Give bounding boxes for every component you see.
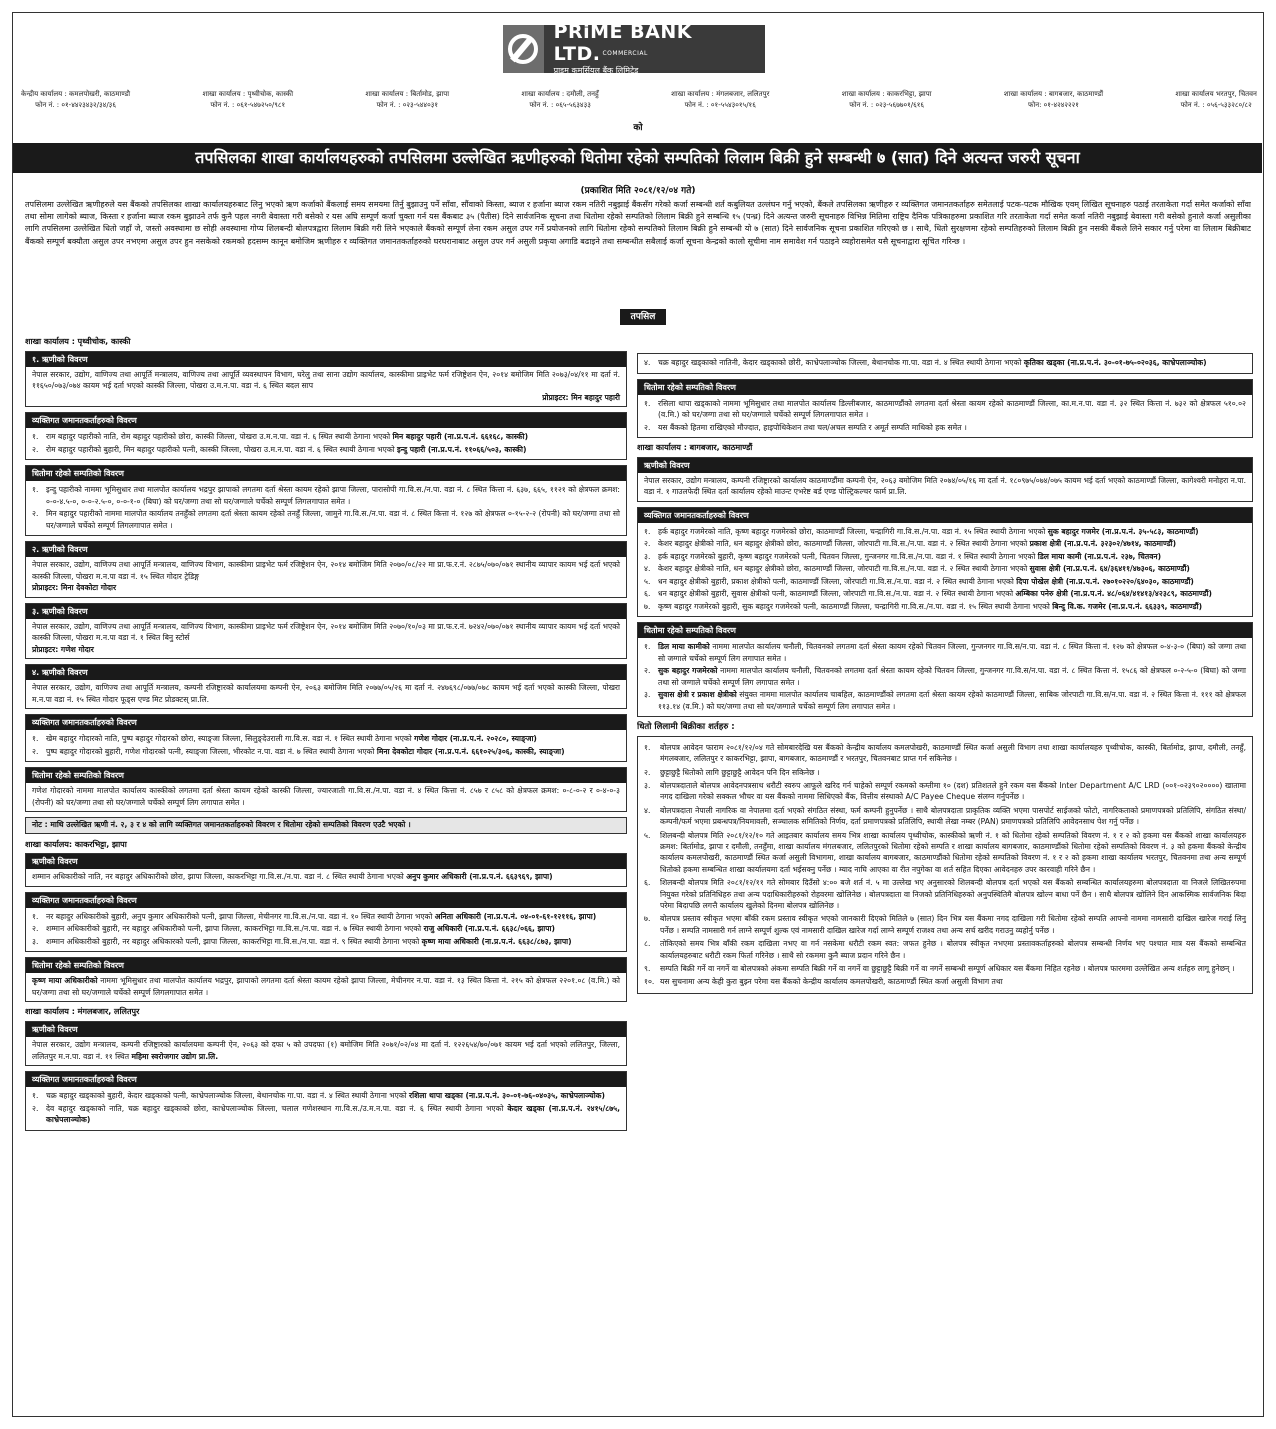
bank-name-np: प्राइम कमर्सियल बैंक लिमिटेड bbox=[553, 66, 639, 75]
borrower-box: ऋणीको विवरण शम्मान अधिकारीको नाति, नर बहादुर अधिकारीको छोरा, झापा जिल्ला, काकरभिट्टा गा.वि.स./न.पा. वडा नं. ८ स्थित स्थायी ठेगाना भएको अनुप कुमार अधिकारी (ना.प्र.प.नं. ६६३९६९, झापा) bbox=[25, 853, 627, 887]
branch-item: शाखा कार्यालय : दमौली, तनहुँ फोन नं. : ०६५-५६३४३३ bbox=[521, 90, 599, 109]
branch-list bbox=[21, 89, 1257, 111]
condition-item: ४. बोलपत्रदाता नेपाली नागरिक वा नेपालमा दर्ता भएको संगठित संस्था, फर्म कम्पनी हुनुपर्नेछ । साथै बोलपत्रदाता प्राकृतिक व्यक्ति भएमा पासपोर्ट साईजको फोटो, नागरिकताको प्रमाणपत्रको प्रतिलिपि, संगठित संस्था/कम्पनी/फर्म भएमा प्रबन्धपत्र/नियमावली, सञ्चालक समितिको निर्णय, दर्ता प्रमाणपत्रको प्रतिलिपि, स्थायी लेखा नम्बर (PAN) प्रमाणपत्रको प्रतिलिपि आवेदनसाथ पेश गर्नु पर्नेछ । bbox=[644, 805, 1246, 827]
intro-paragraph: तपसिलमा उल्लेखित ऋणीहरुले यस बैंकको तपसिलका शाखा कार्यालयहरुबाट लिनु भएको ऋण कर्जाको बैंकलाई समय समयमा तिर्नु बुझाउनु पर्ने साँवा, सौंवाको किस्ता, ब्याज र हर्जाना ब्याज रकम नतिरी नबुझाई बैंकसँग गरेको कर्जा सम्बन्धी शर्त कबुलियत उल्लंघन गर्नु भएको, बैंकले तपसिलका ऋणीहरु र व्यक्तिगत जमानतकर्ताहरु समेतलाई पटक-पटक मौखिक एवम् लिखित सूचनाहरु पठाई तरताकेता गर्दा समेत कर्जाको साँवा तथा सोमा लागेको ब्याज, किस्ता र हर्जाना ब्याज रकम बुझाउने तर्फ कुनै पहल नगरी बेवास्ता गरी बसेको र यस अघि सम्पूर्ण कर्जा चुक्ता गर्न यस बैंकबाट ३५ (पैतीस) दिने सार्वजनिक सूचना तथा धितोमा रहेको सम्पतिको लिलाम बिक्री हुने सम्बन्धि १५ (पन्ध्र) दिने अत्यन्त जरुरी सूचनाहरु विभिन्न मितिमा राष्ट्रिय दैनिक पत्रिकाहरुमा प्रकाशित गरि तरताकेता गर्दा समेत कर्जा नतिरी नबुझाई बेवास्ता गरी बसेको हुनाले कर्जा असुलीका लागि तपसिलमा उल्लेखित धितो जहाँ जे, जस्तो अवस्थामा छ सोही अवस्थामा गोप्य शिलबन्दी बोलपत्रद्वारा लिलाम बिक्री गरी लिने भएकाले बैंकको सम्पूर्ण लेना रकम असुल उपर गर्ने प्रयोजनको लागि धितोमा रहेको सम्पतिको लिलाम बिक्री हुने सम्बन्धी यो ७ (सात) दिने सार्वजनिक सूचना प्रकाशित गरिएको छ । साथै, धितो सुरक्षणमा रहेको सम्पतिहरुको लिलाम बिक्री हुन नसकी बैंकले लिने सकार गर्नु परेमा वा लिलाम बिक्रीबाट बैंकको सम्पूर्ण बक्यौता असुल उपर नभएमा असुल उपर हुन नसकेको रकमको हदसम्म कानून बमोजिम ऋणीहरु र व्यक्तिगत जमानतकर्ताहरुको घरघरानाबाट असुल उपर गर्न असुली प्रकृया अगाडि बढाइने तथा सम्बन्धीत सबैलाई कर्जा सूचना केन्द्रको कालो सूचीमा नाम समावेश गर्न पठाइने व्यहोरासमेत यसै सूचनाद्वारा सूचित गरिन्छ । bbox=[25, 200, 1251, 246]
guarantor-box bbox=[25, 892, 627, 953]
office-heading: शाखा कार्यालय : पृथ्वीचोक, कास्की bbox=[25, 337, 131, 346]
right-column bbox=[637, 353, 1253, 1410]
list-item: ५. धन बहादुर क्षेत्रीको बुहारी, प्रकाश क्षेत्रीको पत्नी, काठमाण्डौं जिल्ला, जोरपाटी गा.वि.स./न.पा. वडा नं. २ स्थित स्थायी ठेगाना भएको दिपा पोखेल क्षेत्री (ना.प्र.प.नं. २७०१०२२०/६४०३०, काठमाण्डौं) bbox=[644, 576, 1194, 586]
box-heading: धितोमा रहेको सम्पतिको विवरण bbox=[26, 768, 626, 783]
list-item: २. केशर बहादुर क्षेत्रीको नाति, धन बहादुर क्षेत्रीको छोरा, काठमाण्डौं जिल्ला, जोरपाटी गा.वि.स./न.पा. वडा नं. २ स्थित स्थायी ठेगाना भएको प्रकाश क्षेत्री (ना.प्र.प.नं. ३२३०२/४७१४, काठमाण्डौं) bbox=[644, 539, 1177, 549]
condition-item: १. बोलपत्र आवेदन फाराम २०८१/१२/०४ गते सोमबारदेखि यस बैंकको केन्द्रीय कार्यालय कमलपोखरी, काठमाण्डौं स्थित कर्जा असुली विभाग तथा शाखा कार्यालयहरु पृथ्वीचोक, कास्की, बिर्तामोड, झापा, दमौली, तनहुँ, मंगलबजार, ललितपुर र काकरभिट्टा, झापा, बागबजार, काठमाण्डौं र भरतपुर, चितवनबाट प्राप्त गर्न सकिनेछ । bbox=[644, 742, 1246, 764]
notice-page bbox=[12, 12, 1264, 1417]
borrower-box bbox=[637, 457, 1253, 502]
list-item: १. राम बहादुर पहारीको नाति, रोम बहादुर पहारीको छोरा, कास्की जिल्ला, पोखरा उ.म.न.पा. वडा नं. ६ स्थित स्थायी ठेगाना भएको मिन बहादुर पहारी (ना.प्र.प.नं. ६६१६८, कास्की) bbox=[32, 432, 529, 442]
box-heading: व्यक्तिगत जमानतकर्ताहरुको विवरण bbox=[638, 508, 1252, 523]
box-heading: धितोमा रहेको सम्पतिको विवरण bbox=[26, 466, 626, 481]
list-item: २. मिन बहादुर पहारीको नाममा मालपोत कार्यालय तनहुँको लगतमा दर्ता श्रेस्ता कायम रहेको तनहुँ जिल्ला, जामुने गा.वि.स./न.पा. वडा नं. ८ स्थित कित्ता नं. १२७ को क्षेत्रफल ०-१५-२-२ (रोपनी) को घर/जग्गा तथा सो घर/जग्गाले चर्चेको सम्पूर्ण लिगलगापात समेत । bbox=[32, 509, 620, 530]
condition-item: ८. तोकिएको समय भित्र बाँकी रकम दाखिला नभए वा गर्न नसकेमा धरौटी रकम स्वत: जफत हुनेछ । बोलपत्र स्वीकृत नभएमा प्रस्तावकर्ताहरुको बोलपत्र सम्बन्धी निर्णय भए पश्चात मात्र यस बैंकको सम्बन्धित कार्यालयहरुबाट धरौटी रकम फिर्ता गरिनेछ । साथै सो रकममा कुनै ब्याज प्रदान गरिने छैन । bbox=[644, 939, 1246, 960]
proprietor: प्रोप्राइटर: मिना देवकोटा गोदार bbox=[32, 583, 117, 593]
branch-item: शाखा कार्यालय : बिर्तामोड, झापा फोन नं. : ०२३-५४४०३१ bbox=[365, 90, 450, 109]
box-heading: ऋणीको विवरण bbox=[638, 458, 1252, 473]
collateral-text: गणेश गोदारको नाममा मालपोत कार्यालय कास्कीको लगतमा दर्ता श्रेस्ता कायम रहेको कास्की जिल्ला, ज्यारजाती गा.वि.स./न.पा. वडा नं. ४ स्थित कित्ता नं. ८५७ र ८५८ को क्षेत्रफल क्रमश: ०-८-०-२ र ०-४-०-३ (रोपनी) को घर/जग्गा तथा सो घर/जग्गाले चर्चेको सम्पूर्ण लिग लगापात समेत । bbox=[32, 786, 620, 807]
guarantor-box bbox=[25, 1071, 627, 1131]
box-heading: व्यक्तिगत जमानतकर्ताहरुको विवरण bbox=[26, 1072, 626, 1087]
borrower-text: नेपाल सरकार, उद्योग मन्त्रालय, कम्पनी रजिष्ट्रारको कार्यालय काठमाण्डौंमा कम्पनी ऐन, २०६३ बमोजिम मिति २०७४/०५/१६ मा दर्ता नं. १८०९७५/०७४/०७५ कायम भई दर्ता भएको काठमाण्डौं जिल्ला, कागेश्वरी मनोहरा न.पा. वडा नं. १ गाउलफेदी स्थित दर्ता कार्यालय रहेको माउन्ट एभरेष्ट बर्ड एण्ड पोल्ट्रिकल्चर फार्म प्रा.लि. bbox=[644, 475, 1246, 497]
box-heading: धितोमा रहेको सम्पतिको विवरण bbox=[26, 958, 626, 973]
branch-item: शाखा कार्यालय : बागबजार, काठमाण्डौं फोन: ०१-४२४२२२१ bbox=[1003, 90, 1104, 109]
box-heading: २. ऋणीको विवरण bbox=[26, 542, 626, 557]
list-item: १. रसिला थापा खड्काको नाममा भूमिसुधार तथा मालपोत कार्यालय डिल्लीबजार, काठमाण्डौंको लगतमा दर्ता श्रेस्ता कायम रहेको काठमाण्डौं जिल्ला, का.म.न.पा. वडा नं. ३२ स्थित कित्ता नं. ७३२ को क्षेत्रफल ५१०.०२ (व.मि.) को घर/जग्गा तथा सो घर/जग्गाले चर्चेको सम्पूर्ण लिगलगापात समेत । bbox=[644, 398, 1246, 419]
borrower-box bbox=[25, 664, 627, 709]
bank-name: PRiME BANK LTD. $^{COMMERCIAL}$ bbox=[553, 21, 692, 65]
box-heading: ऋणीको विवरण bbox=[26, 854, 626, 869]
branch-item: शाखा कार्यालय : पृथ्वीचोक, कास्की फोन नं. : ०६१-५४७२५०/९८१ bbox=[202, 90, 294, 109]
box-heading: व्यक्तिगत जमानतकर्ताहरुको विवरण bbox=[26, 893, 626, 908]
list-item: २. पुष्प बहादुर गोदारको बुहारी, गणेश गोदारको पत्नी, स्याङ्जा जिल्ला, भीरकोट न.पा. वडा नं. ७ स्थित स्थायी ठेगाना भएको मिना देवकोटा गोदार (ना.प्र.प.नं. ६६१०२५/३०६, कास्की, स्याङ्जा) bbox=[32, 746, 565, 756]
office-heading: शाखा कार्यालय : बागबजार, काठमाण्डौं bbox=[637, 443, 753, 452]
left-column bbox=[25, 335, 627, 1410]
list-item: ३. शम्मान अधिकारीको बुहारी, नर बहादुर अधिकारको पत्नी, झापा जिल्ला, काकरभिट्टा गा.वि.स./न.पा. वडा नं. ९ स्थित स्थायी ठेगाना भएको कृष्ण माया अधिकारी (ना.प्र.प.नं. ६६३८/८७३, झापा) bbox=[32, 936, 572, 946]
box-heading: ३. ऋणीको विवरण bbox=[26, 604, 626, 619]
list-item: ७. कृष्ण बहादुर गजमेरको बुहारी, सुक बहादुर गजमेरको पत्नी, काठमाण्डौं जिल्ला, चन्द्रागिरी गा.वि.स./न.पा. वडा नं. १५ स्थित स्थायी ठेगाना भएको बिन्दु वि.क. गजमेर (ना.प्र.प.नं. ६६३३९, काठमाण्डौं) bbox=[644, 601, 1203, 611]
borrower-box: ऋणीको विवरण नेपाल सरकार, उद्योग मन्त्रालय, कम्पनी रजिष्ट्रारको कार्यालयमा कम्पनी ऐन, २०६३ को दफा ५ को उपदफा (१) बमोजिम मिति २०७१/०२/०४ मा दर्ता नं. १२२६५४/७०/०७१ कायम भई दर्ता भएको ललितपुर, जिल्ला, ललितपुर म.न.पा. वडा नं. ११ स्थित महिमा स्वरोजगार उद्योग प्रा.लि. bbox=[25, 1021, 627, 1066]
branch-item: शाखा कार्यालय भरतपुर, चितवन फोन नं. : ०५६-५३३२८०/८२ bbox=[1175, 90, 1257, 109]
list-item: ४. चक्र बहादुर खड्काको नातिनी, केदार खड्काको छोरी, काभ्रेपलाञ्चोक जिल्ला, बेथानचोक गा.पा. वडा नं. ४ स्थित स्थायी ठेगाना भएको कृतिका खड्का (ना.प्र.प.नं. ३०-०१-७५-०२०३६, काभ्रेपलाञ्चोक) bbox=[644, 358, 1207, 367]
condition-item: २. छुट्टाछुट्टै धितोको लागि छुट्टाछुट्टै आवेदन पनि दिन सकिनेछ । bbox=[644, 767, 820, 777]
publication-date: (प्रकाशित मिति २०८१/१२/०४ गते) bbox=[580, 186, 696, 196]
list-item: ३. सुवास क्षेत्री र प्रकाश क्षेत्रीको संयुक्त नाममा मालपोत कार्यालय चाबहिल, काठमाण्डौंको लगतमा दर्ता श्रेस्ता कायम रहेको काठमाण्डौं जिल्ला, साबिक जोरपाटी गा.वि.स/न.पा. वडा नं. २ स्थित कित्ता नं. १११ को क्षेत्रफल ११३.१४ (व.मि.) को घर/जग्गा तथा सो घर/जग्गाले चर्चेको सम्पूर्ण लिग लगापात समेत । bbox=[644, 690, 1246, 711]
guarantor-box bbox=[25, 714, 627, 762]
branch-item: केन्द्रीय कार्यालय : कमलपोखरी, काठमाण्डौ फोन नं. : ०१-४४२३४३२/३४/३६ bbox=[21, 90, 131, 109]
box-heading: व्यक्तिगत जमानतकर्ताहरुको विवरण bbox=[26, 715, 626, 730]
list-item: १. हर्क बहादुर गजमेरको नाति, कृष्ण बहादुर गजमेरको छोरा, काठमाण्डौं जिल्ला, चन्द्रागिरी गा.वि.स./न.पा. वडा नं. १५ स्थित स्थायी ठेगाना भएको सुक बहादुर गजमेर (ना.प्र.प.नं. ३५-५८३, काठमाण्डौं) bbox=[644, 526, 1199, 536]
borrower-text: नेपाल सरकार, उद्योग, वाणिज्य तथा आपूर्ति मन्त्रालय, वाणिज्य तथा आपूर्ति व्यवस्थापन विभाग, घरेलु तथा साना उद्योग कार्यालय, कास्कीमा प्राइभेट फर्म रजिष्ट्रेशन ऐन, २०१४ बमोजिम मिति २०७३/०४/११ मा दर्ता नं. ११६५०/०७३/०७४ कायम भई दर्ता भएको कास्की जिल्ला, पोखरा उ.म.न.पा. वडा नं. ६ स्थित बदल साप bbox=[32, 369, 620, 391]
box-heading: धितोमा रहेको सम्पतिको विवरण bbox=[638, 380, 1252, 395]
note: नोट : माथि उल्लेखित ऋणी नं. २, ३ र ४ को लागि व्यक्तिगत जमानतकर्ताहरुको विवरण र धितोमा रहेको सम्पतिको विवरण एउटै भएको । bbox=[25, 817, 627, 833]
office-heading: शाखा कार्यालय: काकरभिट्टा, झापा bbox=[25, 839, 127, 849]
list-item: २. रोम बहादुर पहारीको बुहारी, मिन बहादुर पहारीको पत्नी, कास्की जिल्ला, पोखरा उ.म.न.पा. वडा नं. ६ स्थित स्थायी ठेगाना भएको इन्दु पहारी (ना.प्र.प.नं. ११०६६/५०३, कास्की) bbox=[32, 444, 527, 454]
branch-item: शाखा कार्यालय : काकरभिट्टा, झापा फोन नं. : ०२३-५६७७०१/६१६ bbox=[841, 90, 932, 109]
collateral-box bbox=[25, 465, 627, 536]
collateral-box bbox=[637, 379, 1253, 439]
list-item: १. इन्दु पहारीको नाममा भूमिसुधार तथा मालपोत कार्यालय भद्रपुर झापाको लगतमा दर्ता श्रेस्ता कायम रहेको झापा जिल्ला, पारासोपी गा.वि.स./न.पा. वडा नं. ८ स्थित कित्ता नं. ६३७, ६६५, ११२१ को क्षेत्रफल क्रमश: ०-०-४.५-०, ०-०-२.५-०, ०-०-१-० (बिघा) को घर/जग्गा तथा सो घर/जग्गाले चर्चेको सम्पूर्ण लिगलगापात समेत । bbox=[32, 485, 620, 506]
collateral-box: धितोमा रहेको सम्पतिको विवरण कृष्ण माया अधिकारीको नाममा भूमिसुधार तथा मालपोत कार्यालय भद्रपुर, झापाको लगतमा दर्ता श्रेस्ता कायम रहेको झापा जिल्ला, मेचीनगर न.पा. वडा नं. १३ स्थित कित्ता नं. २१५ को क्षेत्रफल २२०१.०८ (व.मि.) को घर/जग्गा तथा सो घर/जग्गाले चर्चेको सम्पूर्ण लिगलगापात समेत । bbox=[25, 957, 627, 1002]
branches-suffix: को bbox=[633, 123, 643, 133]
borrower-box bbox=[25, 351, 627, 408]
bank-logo bbox=[503, 21, 765, 75]
box-heading: ४. ऋणीको विवरण bbox=[26, 665, 626, 680]
borrower-box bbox=[25, 541, 627, 598]
collateral-box bbox=[637, 622, 1253, 717]
list-item: २. देव बहादुर खड्काको नाति, चक्र बहादुर खड्काको छोरा, काभ्रेपलाञ्चोक जिल्ला, चलाल गणेशस्थान गा.वि.स./उ.म.न.पा. वडा नं. ६ स्थित स्थायी ठेगाना भएको केदार खड्का (ना.प्र.प.नं. २४१५/८७५, काभ्रेपलाञ्चोक) bbox=[32, 1103, 621, 1125]
borrower-box bbox=[25, 603, 627, 660]
list-item: २. शम्मान अधिकारीको बुहारी, नर बहादुर अधिकारीको पत्नी, झापा जिल्ला, काकरभिट्टा गा.वि.स./न.पा. वडा नं. ७ स्थित स्थायी ठेगाना भएको राजु अधिकारी (ना.प्र.प.नं. ६६३८/०६६, झापा) bbox=[32, 924, 555, 934]
proprietor: प्रोप्राइटर: गणेश गोदार bbox=[32, 644, 94, 654]
list-item: २. सुक बहादुर गजमेरको नाममा मालपोत कार्यालय चनौली, चितवनको लगतमा दर्ता श्रेस्ता कायम रहेको चितवन जिल्ला, गुन्जनगर गा.वि.स/न.पा. वडा नं. ८ स्थित कित्ता नं. १५८६ को क्षेत्रफल ०-२-५-० (बिघा) को जग्गा तथा सो जग्गाले चर्चेको सम्पूर्ण लिग लगापात समेत । bbox=[644, 666, 1246, 687]
borrower-text: नेपाल सरकार, उद्योग, वाणिज्य तथा आपूर्ति मन्त्रालय, कम्पनी रजिष्ट्रारको कार्यालयमा कम्पनी ऐन, २०६३ बमोजिम मिति २०७७/०५/२६ मा दर्ता नं. २४७६९८/०७७/०७८ कायम भई दर्ता भएको कास्की जिल्ला, पोखरा म.न.पा वडा नं. १५ स्थित गोदार फूड्स एण्ड मिट प्रोडक्टस् प्रा.लि. bbox=[32, 683, 620, 704]
list-item: १. डिल माया कामीको नाममा मालपोत कार्यालय चनौली, चितवनको लगतमा दर्ता श्रेस्ता कायम रहेको चितवन जिल्ला, गुन्जनगर गा.वि.स/न.पा. वडा नं. ८ स्थित कित्ता नं. १२७ को क्षेत्रफल ०-४-३-० (बिघा) को जग्गा तथा सो जग्गाले चर्चेको सम्पूर्ण लिग लगापात समेत । bbox=[644, 642, 1246, 663]
box-heading: व्यक्तिगत जमानतकर्ताहरुको विवरण bbox=[26, 413, 626, 428]
condition-item: ९. सम्पति बिक्री गर्ने वा नगर्ने वा बोलपत्रको अंकमा सम्पति बिक्री गर्ने वा नगर्ने वा छुट्टाछुट्टै बिक्री गर्ने वा नगर्ने सम्बन्धी सम्पूर्ण अधिकार यस बैंकमा निहित रहनेछ । बोलपत्र फारममा उल्लेखित अन्य शर्तहरु लागू हुनेछन् । bbox=[644, 964, 1235, 974]
condition-item: १०. यस सुचनामा अन्य केही कुरा बुझ्न परेमा यस बैंकको केन्द्रीय कार्यालय कमलपोखरी, काठमाण्डौं स्थित कर्जा असुली विभाग तथा bbox=[644, 977, 1003, 987]
condition-item: ६. शिलबन्दी बोलपत्र मिति २०८१/१२/११ गते सोमबार दिउँसो ४:०० बजे शर्त नं. ५ मा उल्लेख भए अनुसारको शिलबन्दी बोलपत्र दर्ता भएको यस बैंकको सम्बन्धित कार्यालयहरुमा बोलपत्रदाता वा निजले लिखितरुपमा नियुक्त गरेको प्रतिनिधिहरु तथा अन्य पदाधिकारीहरुको रोहवरमा खोलिनेछ । बोलपत्रदाता वा निजको प्रतिनिधिहरुको अनुपस्थितिमै बोलपत्र खोल्न बाधा पर्ने छैन । साथै बोलपत्र खोलिने दिन आकस्मिक सार्वजनिक बिदा परेमा बिदापछि लगत्तै कार्यालय खुलेको दिनमा बोलपत्र खोलिनेछ । bbox=[644, 878, 1246, 911]
collateral-box bbox=[25, 767, 627, 812]
branch-item: शाखा कार्यालय : मंगलबजार, ललितपुर फोन नं. : ०१-५५४३०१५/१६ bbox=[671, 90, 770, 109]
proprietor: प्रोप्राइटर: मिन बहादुर पहारी bbox=[542, 392, 620, 402]
box-heading: १. ऋणीको विवरण bbox=[26, 352, 626, 367]
details-label: तपसिल bbox=[620, 309, 666, 325]
list-item: २. यस बैंकको हितमा राखिएको मौज्दात, हाइपोथिकेशन तथा चल/अचल सम्पति र अमूर्त सम्पति माथिको हक समेत । bbox=[644, 422, 967, 432]
bank-emblem-icon bbox=[503, 25, 544, 73]
condition-item: ५. शिलबन्दी बोलपत्र मिति २०८१/१२/१० गते आइतबार कार्यालय समय भित्र शाखा कार्यालय पृथ्वीचोक, कास्कीको ऋणी नं. १ को धितोमा रहेको सम्पतिको विवरण नं. १ र २ को हकमा यस बैंकको शाखा कार्यालयहरु क्रमश: बिर्तामोड, झापा र दमौली, तनहुँमा, शाखा कार्यालय मंगलबजार, ललितपुरको धितोमा रहेको सम्पति र शाखा कार्यालय बागबजार, काठमाण्डौंको धितोमा रहेको सम्पतिको विवरण नं. ३ को हकमा बैंकको केन्द्रीय कार्यालय कमलपोखरी, काठमाण्डौं स्थित कर्जा असुली विभागमा, शाखा कार्यालय बागबजार, काठमाण्डौंको धितोमा रहेको सम्पतिको विवरण नं. १ र २ को हकमा शाखा कार्यालय भरतपुर, चितवनमा तथा अन्य सम्पूर्ण धितोको हकमा सम्बन्धित शाखा कार्यालयमा दर्ता भईसक्नु पर्नेछ । म्याद नाघि आएका वा रीत नपुगेका वा शर्त सहित दिएका आवेदनहरु उपर कारवाही गरिने छैन । bbox=[644, 830, 1246, 874]
notice-title: तपसिलका शाखा कार्यालयहरुको तपसिलमा उल्लेखित ऋणीहरुको धितोमा रहेको सम्पतिको लिलाम बिक्री हुने सम्बन्धी ७ (सात) दिने अत्यन्त जरुरी सूचना bbox=[13, 143, 1262, 173]
list-item: १. चक्र बहादुर खड्काको बुहारी, केदार खड्काको पत्नी, काभ्रेपलाञ्चोक जिल्ला, बेथानचोक गा.पा. वडा नं. ४ स्थित स्थायी ठेगाना भएको रशिला थापा खड्का (ना.प्र.प.नं. ३०-०१-७६-०४०३५, काभ्रेपलाञ्चोक) bbox=[32, 1091, 605, 1101]
list-item: १. नर बहादुर अधिकारीको बुहारी, अनुप कुमार अधिकारीको पत्नी, झापा जिल्ला, मेचीनगर गा.वि.स./न.पा. वडा नं. १० स्थित स्थायी ठेगाना भएको अनिता अधिकारी (ना.प्र.प.नं. ०४-०१-६१-१२११६, झापा) bbox=[32, 911, 597, 921]
list-item: ३. हर्क बहादुर गजमेरको बुहारी, कृष्ण बहादुर गजमेरको पत्नी, चितवन जिल्ला, गुन्जनगर गा.वि.स./न.पा. वडा नं. १ स्थित स्थायी ठेगाना भएको डिल माया कामी (ना.प्र.प.नं. २३७, चितवन) bbox=[644, 551, 1162, 561]
guarantor-box-continued bbox=[637, 353, 1253, 374]
conditions-title: धितो लिलामी बिक्रीका शर्तहरु : bbox=[637, 722, 735, 733]
guarantor-box bbox=[25, 412, 627, 460]
list-item: ४. केशर बहादुर क्षेत्रीको नाति, धन बहादुर क्षेत्रीको छोरा, काठमाण्डौं जिल्ला, जोरपाटी गा.वि.स./न.पा. वडा नं. २ स्थित स्थायी ठेगाना भएको सुवास क्षेत्री (ना.प्र.प.नं. ६४/३६४११/४७३०६, काठमाण्डौं) bbox=[644, 564, 1190, 574]
list-item: १. खेम बहादुर गोदारको नाति, पुष्प बहादुर गोदारको छोरा, स्याङ्जा जिल्ला, सिलुङ्देउराली गा.वि.स. वडा नं. १ स्थित स्थायी ठेगाना भएको गणेश गोदार (ना.प्र.प.नं. २०२८०, स्याङ्जा) bbox=[32, 734, 537, 744]
box-heading: ऋणीको विवरण bbox=[26, 1022, 626, 1037]
conditions-list bbox=[637, 736, 1253, 994]
guarantor-box bbox=[637, 507, 1253, 618]
office-heading: शाखा कार्यालय : मंगलबजार, ललितपुर bbox=[25, 1007, 140, 1017]
condition-item: ३. बोलपत्रदाताले बोलपत्र आवेदनपत्रसाथ धरौटी स्वरुप आफूले खरिद गर्न चाहेको सम्पूर्ण रकमको कम्तीमा १० (दश) प्रतिशतले हुने रकम यस बैंकको Inter Department A/C LRD (००१-०२३९०२००००) खातामा नगद दाखिला गरेको सक्कल भौचर वा यस बैंकको नाममा सिधिएको बैंक, वित्तीय संस्थाको A/C Payee Cheque संलग्न गर्नुपर्नेछ । bbox=[644, 780, 1246, 802]
list-item: ६. धन बहादुर क्षेत्रीको बुहारी, सुवास क्षेत्रीको पत्नी, काठमाण्डौं जिल्ला, जोरपाटी गा.वि.स./न.पा. वडा नं. २ स्थित स्थायी ठेगाना भएको अम्बिका पनेरु क्षेत्री (ना.प्र.प.नं. ४८/०६४/४१४१३/४२३८९, काठमाण्डौं) bbox=[644, 589, 1213, 599]
box-heading: धितोमा रहेको सम्पतिको विवरण bbox=[638, 623, 1252, 638]
borrower-text: नेपाल सरकार, उद्योग, वाणिज्य तथा आपूर्ति मन्त्रालय, वाणिज्य विभाग, कास्कीमा प्राइभेट फर्म रजिष्ट्रेशन ऐन, २०१४ बमोजिम मिति २०७०/०८/२२ मा प्रा.फ.र.नं. २८७५/०७०/०७१ स्थानीय व्यापार कायम भई दर्ता भएको कास्की जिल्ला, पोखरा म.न.पा वडा नं. १५ स्थित गोदार ट्रेडिङ्ग bbox=[32, 560, 620, 581]
condition-item: ७. बोलपत्र प्रस्ताव स्वीकृत भएमा बाँकी रकम प्रस्ताव स्वीकृत भएको जानकारी दिएको मितिले ७ (सात) दिन भित्र यस बैंकमा नगद दाखिला गरी धितोमा रहेको सम्पति आफ्नो नाममा नामसारी दाखिल खारेज गराई लिनु पर्नेछ । सम्पति नामसारी गर्न लाग्ने सम्पूर्ण शुल्क एवं नामसारी दाखिल खारेज गर्दा लाग्ने सम्पूर्ण राजश्व तथा अन्य सर्च खरीद गराउनु व्यहोर्नु पर्नेछ । bbox=[644, 914, 1246, 935]
borrower-text: नेपाल सरकार, उद्योग, वाणिज्य तथा आपूर्ति मन्त्रालय, वाणिज्य विभाग, कास्कीमा प्राइभेट फर्म रजिष्ट्रेशन ऐन, २०१४ बमोजिम मिति २०७०/१०/०३ मा प्रा.फ.र.नं. ७२४२/०७०/०७१ स्थानीय व्यापार कायम भई दर्ता भएको कास्की जिल्ला, पोखरा म.न.पा वडा नं. १ स्थित बिनु स्टोर्स bbox=[32, 621, 620, 643]
